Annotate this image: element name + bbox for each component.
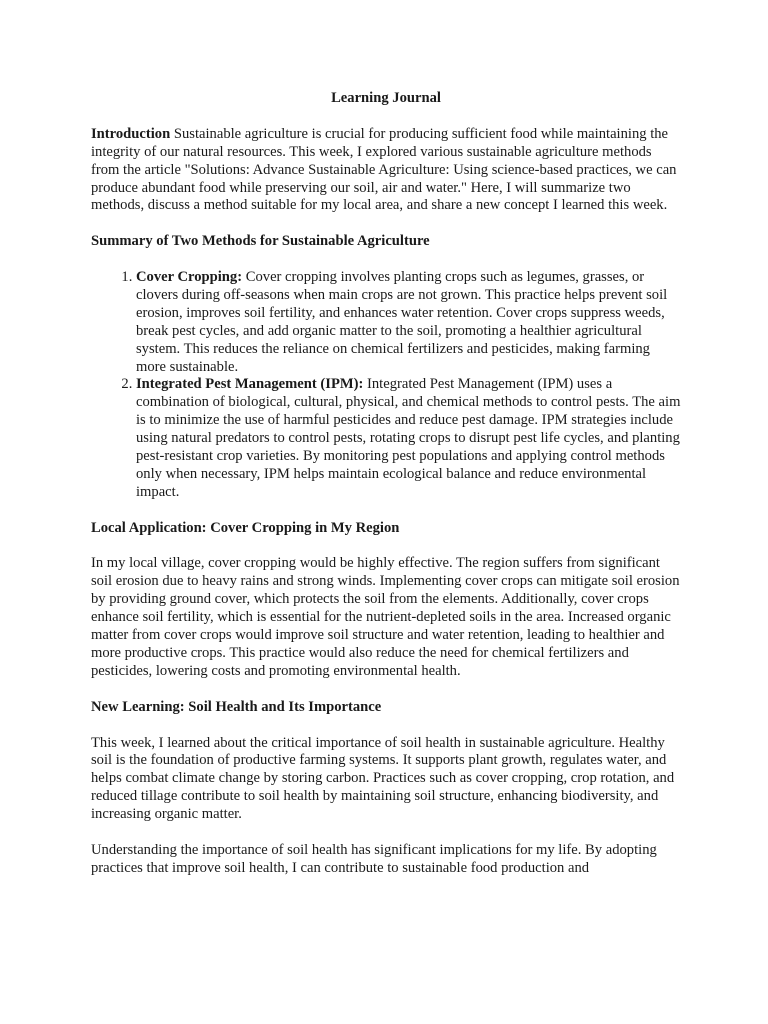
methods-list xyxy=(91,269,681,502)
list-item-label: Integrated Pest Management (IPM): xyxy=(136,376,364,393)
document-page xyxy=(91,90,681,896)
intro-text: Sustainable agriculture is crucial for producing sufficient food while maintaining the integrity of our natural resources. This week, I explored various sustainable agriculture methods from the article "Solutions: Advance Sustainable Agriculture: Using science-based practices, we can produce abundant food while preserving our soil, air and water." Here, I will summarize two methods, discuss a method suitable for my local area, and share a new concept I learned this week. xyxy=(91,125,677,214)
local-application-paragraph: In my local village, cover cropping would be highly effective. The region suffers from significant soil erosion due to heavy rains and strong winds. Implementing cover crops can mitigate soil erosion by providing ground cover, which protects the soil from the elements. Additionally, cover crops enhance soil fertility, which is essential for the nutrient-depleted soils in the area. Increased organic matter from cover crops would improve soil structure and water retention, leading to healthier and more productive crops. This practice would also reduce the need for chemical fertilizers and pesticides, lowering costs and promoting environmental health. xyxy=(91,555,680,679)
document-title: Learning Journal xyxy=(331,90,441,106)
list-item-text: Integrated Pest Management (IPM) uses a combination of biological, cultural, physical, and chemical methods to control pests. The aim is to minimize the use of harmful pesticides and reduce pest damage. IPM strategies include using natural predators to control pests, rotating crops to disrupt pest life cycles, and planting pest-resistant crop varieties. By monitoring pest populations and applying control methods only when necessary, IPM helps maintain ecological balance and reduce environmental impact. xyxy=(136,376,681,500)
closing-paragraph: Understanding the importance of soil health has significant implications for my life. By adopting practices that improve soil health, I can contribute to sustainable food production and xyxy=(91,841,657,876)
list-item-label: Cover Cropping: xyxy=(136,269,243,286)
list-item-ipm xyxy=(136,376,681,501)
new-learning-paragraph: This week, I learned about the critical importance of soil health in sustainable agriculture. Healthy soil is the foundation of productive farming systems. It supports plant growth, regulates water, and helps combat climate change by storing carbon. Practices such as cover cropping, crop rotation, and reduced tillage contribute to soil health by maintaining soil structure, enhancing biodiversity, and increasing organic matter. xyxy=(91,734,675,823)
list-item-text: Cover cropping involves planting crops such as legumes, grasses, or clovers during off-seasons when main crops are not grown. This practice helps prevent soil erosion, improves soil fertility, and enhances water retention. Cover crops suppress weeds, break pest cycles, and add organic matter to the soil, promoting a healthier agricultural system. This reduces the reliance on chemical fertilizers and pesticides, making farming more sustainable. xyxy=(136,269,668,375)
intro-label: Introduction xyxy=(91,125,171,142)
intro-paragraph xyxy=(91,126,681,216)
local-application-heading: Local Application: Cover Cropping in My Region xyxy=(91,519,400,536)
summary-heading: Summary of Two Methods for Sustainable Agriculture xyxy=(91,233,430,250)
list-item-cover-cropping xyxy=(136,269,681,376)
new-learning-heading: New Learning: Soil Health and Its Importance xyxy=(91,698,382,715)
